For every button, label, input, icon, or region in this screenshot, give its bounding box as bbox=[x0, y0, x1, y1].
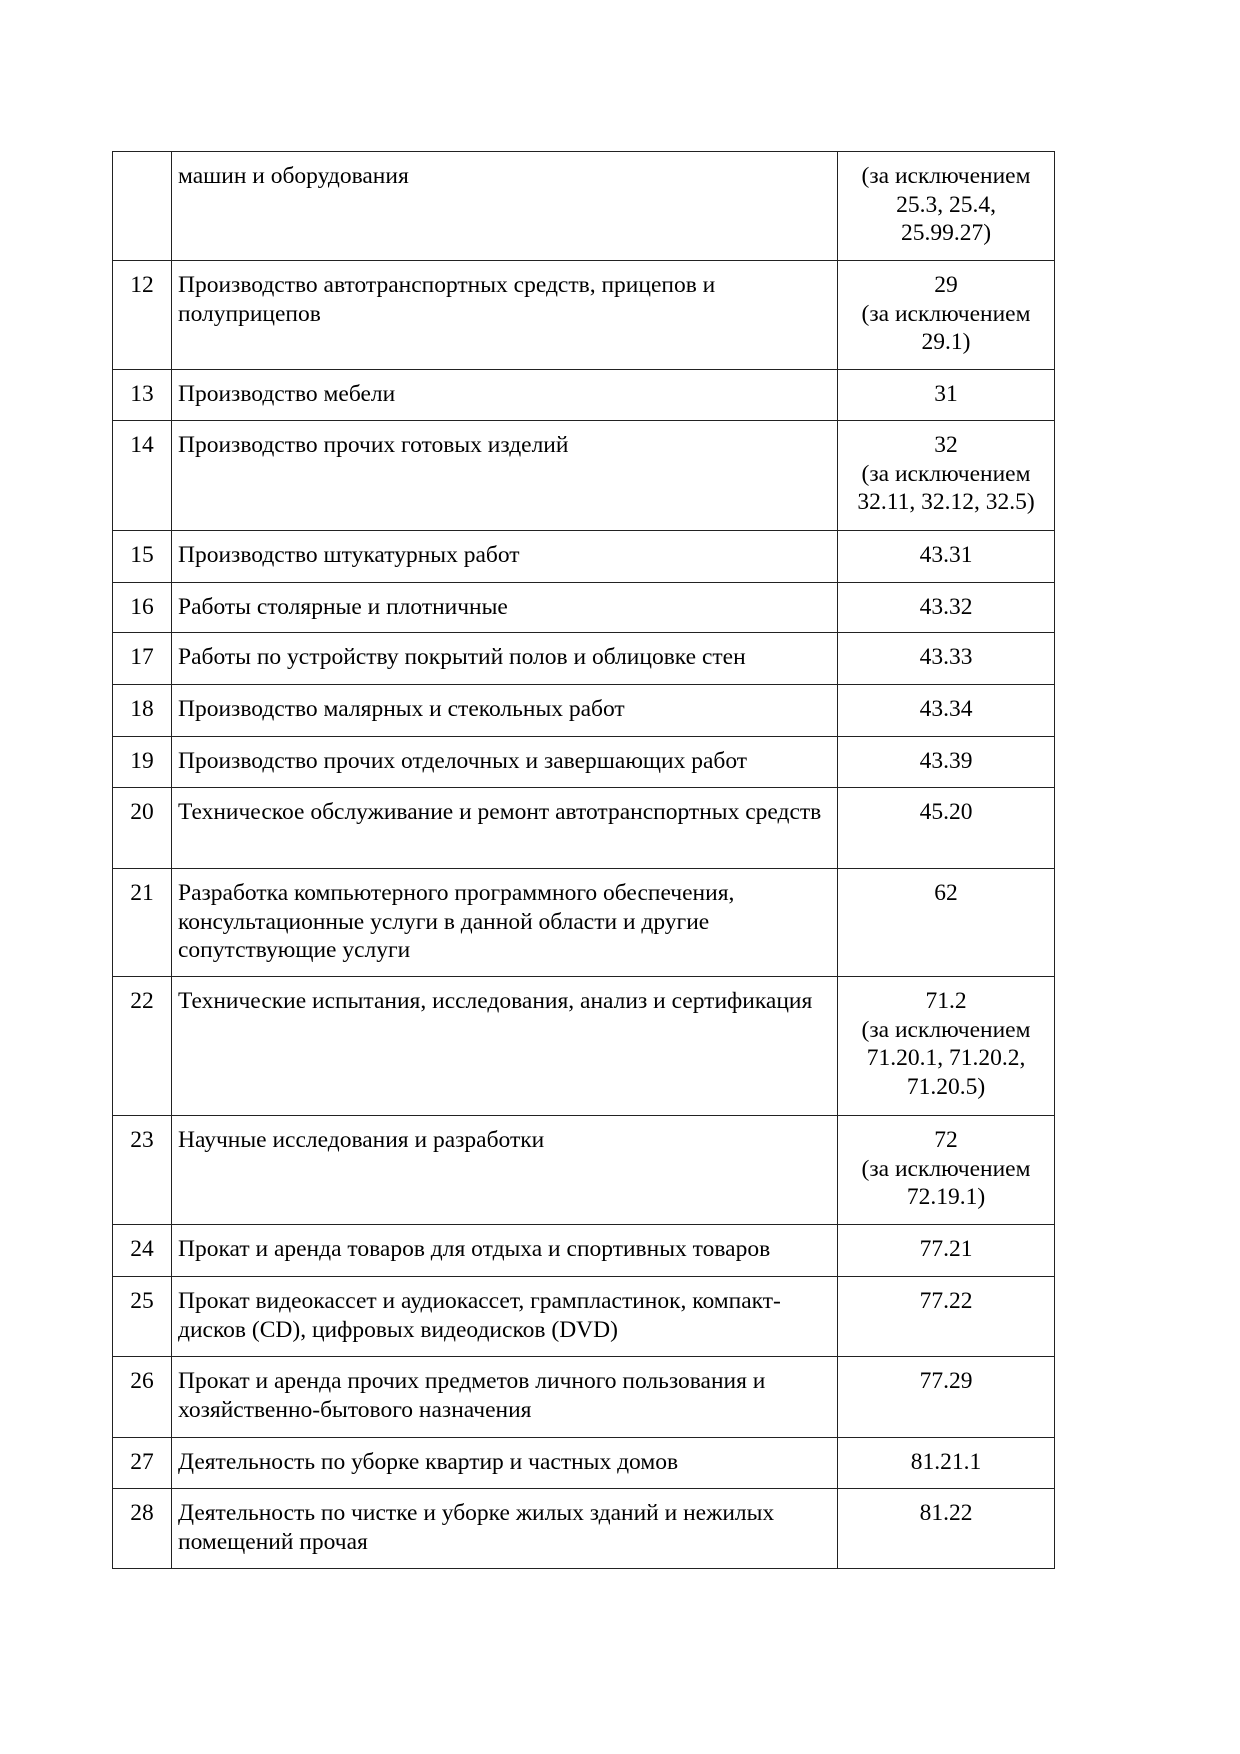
activity-name-text: Разработка компьютерного программного обеспечения, консультационные услуги в данной области и другие сопутствующие услуги bbox=[178, 880, 735, 963]
activity-name-text: Производство штукатурных работ bbox=[178, 542, 520, 568]
table-row bbox=[113, 152, 1055, 261]
activity-name bbox=[172, 685, 838, 737]
row-number-text: 18 bbox=[130, 696, 154, 722]
activity-name bbox=[172, 1489, 838, 1569]
okved-code bbox=[838, 1489, 1055, 1569]
okved-code-text: 32 (за исключением 32.11, 32.12, 32.5) bbox=[857, 432, 1035, 515]
activity-name-text: машин и оборудования bbox=[178, 163, 409, 189]
activity-name-text: Прокат и аренда товаров для отдыха и спортивных товаров bbox=[178, 1236, 771, 1262]
okved-code bbox=[838, 737, 1055, 788]
table-row bbox=[113, 788, 1055, 869]
row-number bbox=[113, 788, 172, 869]
activity-name bbox=[172, 633, 838, 685]
activity-name bbox=[172, 1225, 838, 1277]
activity-name-text: Производство прочих отделочных и завершающих работ bbox=[178, 748, 748, 774]
okved-code bbox=[838, 977, 1055, 1116]
row-number bbox=[113, 1225, 172, 1277]
activity-name-text: Техническое обслуживание и ремонт автотранспортных средств bbox=[178, 799, 822, 825]
row-number-text: 26 bbox=[130, 1368, 154, 1394]
activity-name bbox=[172, 583, 838, 633]
okved-code-text: 45.20 bbox=[919, 799, 973, 825]
okved-code bbox=[838, 788, 1055, 869]
row-number bbox=[113, 1357, 172, 1438]
activity-name bbox=[172, 1357, 838, 1438]
okved-code-text: 77.21 bbox=[919, 1236, 973, 1262]
activity-name bbox=[172, 261, 838, 370]
row-number-text: 15 bbox=[130, 542, 154, 568]
row-number bbox=[113, 421, 172, 531]
okved-code bbox=[838, 583, 1055, 633]
table-row bbox=[113, 633, 1055, 685]
okved-code bbox=[838, 869, 1055, 977]
row-number bbox=[113, 583, 172, 633]
table-row bbox=[113, 1489, 1055, 1569]
table-row bbox=[113, 261, 1055, 370]
table-row bbox=[113, 531, 1055, 583]
table-row bbox=[113, 1225, 1055, 1277]
table-row bbox=[113, 583, 1055, 633]
row-number bbox=[113, 869, 172, 977]
row-number-text: 17 bbox=[130, 644, 154, 670]
row-number bbox=[113, 261, 172, 370]
okved-code bbox=[838, 1357, 1055, 1438]
activity-name bbox=[172, 1277, 838, 1357]
okved-code bbox=[838, 1277, 1055, 1357]
activity-name-text: Производство автотранспортных средств, прицепов и полуприцепов bbox=[178, 272, 716, 327]
table-row bbox=[113, 737, 1055, 788]
okved-code bbox=[838, 633, 1055, 685]
activity-name bbox=[172, 737, 838, 788]
table-row bbox=[113, 1116, 1055, 1225]
activity-name bbox=[172, 788, 838, 869]
okved-code bbox=[838, 685, 1055, 737]
row-number-text: 13 bbox=[130, 381, 154, 407]
okved-code-text: 77.22 bbox=[919, 1288, 973, 1314]
row-number bbox=[113, 1277, 172, 1357]
row-number bbox=[113, 370, 172, 421]
activity-name-text: Работы по устройству покрытий полов и облицовке стен bbox=[178, 644, 746, 670]
row-number bbox=[113, 1489, 172, 1569]
activity-name-text: Прокат видеокассет и аудиокассет, грампластинок, компакт-дисков (CD), цифровых видеодисков (DVD) bbox=[178, 1288, 781, 1343]
okved-code-text: 29 (за исключением 29.1) bbox=[861, 272, 1031, 355]
activity-name-text: Научные исследования и разработки bbox=[178, 1127, 545, 1153]
row-number bbox=[113, 1116, 172, 1225]
table-row bbox=[113, 1277, 1055, 1357]
table-row bbox=[113, 977, 1055, 1116]
activity-name-text: Производство прочих готовых изделий bbox=[178, 432, 569, 458]
okved-code bbox=[838, 1438, 1055, 1489]
okved-code-text: 43.31 bbox=[919, 542, 973, 568]
okved-code bbox=[838, 370, 1055, 421]
row-number-text: 27 bbox=[130, 1449, 154, 1475]
activity-name bbox=[172, 421, 838, 531]
row-number bbox=[113, 531, 172, 583]
row-number-text: 25 bbox=[130, 1288, 154, 1314]
row-number-text: 24 bbox=[130, 1236, 154, 1262]
row-number-text: 19 bbox=[130, 748, 154, 774]
row-number-text: 14 bbox=[130, 432, 154, 458]
row-number-text: 20 bbox=[130, 799, 154, 825]
okved-code bbox=[838, 1225, 1055, 1277]
okved-code bbox=[838, 1116, 1055, 1225]
okved-code-text: (за исключением 25.3, 25.4, 25.99.27) bbox=[861, 163, 1031, 246]
okved-code bbox=[838, 531, 1055, 583]
row-number bbox=[113, 1438, 172, 1489]
activity-name bbox=[172, 1116, 838, 1225]
activity-codes-table bbox=[112, 151, 1055, 1569]
okved-code bbox=[838, 152, 1055, 261]
table-row bbox=[113, 421, 1055, 531]
row-number bbox=[113, 685, 172, 737]
activity-name-text: Деятельность по чистке и уборке жилых зданий и нежилых помещений прочая bbox=[178, 1500, 775, 1555]
okved-code-text: 71.2 (за исключением 71.20.1, 71.20.2, 71.20.5) bbox=[861, 988, 1031, 1100]
okved-code-text: 81.22 bbox=[919, 1500, 973, 1526]
activity-name bbox=[172, 1438, 838, 1489]
okved-code-text: 43.39 bbox=[919, 748, 973, 774]
row-number bbox=[113, 152, 172, 261]
okved-code bbox=[838, 261, 1055, 370]
activity-name bbox=[172, 370, 838, 421]
activity-name bbox=[172, 152, 838, 261]
row-number bbox=[113, 633, 172, 685]
activity-name-text: Производство малярных и стекольных работ bbox=[178, 696, 625, 722]
row-number-text: 22 bbox=[130, 988, 154, 1014]
okved-code bbox=[838, 421, 1055, 531]
activity-name-text: Деятельность по уборке квартир и частных домов bbox=[178, 1449, 679, 1475]
okved-code-text: 62 bbox=[934, 880, 958, 906]
row-number-text: 23 bbox=[130, 1127, 154, 1153]
row-number-text: 28 bbox=[130, 1500, 154, 1526]
activity-name-text: Прокат и аренда прочих предметов личного пользования и хозяйственно-бытового назначения bbox=[178, 1368, 766, 1423]
activity-name bbox=[172, 869, 838, 977]
okved-code-text: 43.34 bbox=[919, 696, 973, 722]
okved-code-text: 72 (за исключением 72.19.1) bbox=[861, 1127, 1031, 1210]
row-number-text: 12 bbox=[130, 272, 154, 298]
table-row bbox=[113, 869, 1055, 977]
row-number bbox=[113, 977, 172, 1116]
okved-code-text: 43.33 bbox=[919, 644, 973, 670]
table-row bbox=[113, 685, 1055, 737]
table-row bbox=[113, 1438, 1055, 1489]
row-number bbox=[113, 737, 172, 788]
row-number-text: 16 bbox=[130, 594, 154, 620]
activity-name bbox=[172, 977, 838, 1116]
table-row bbox=[113, 1357, 1055, 1438]
row-number-text: 21 bbox=[130, 880, 154, 906]
activity-name-text: Производство мебели bbox=[178, 381, 396, 407]
activity-name-text: Работы столярные и плотничные bbox=[178, 594, 508, 620]
activity-name-text: Технические испытания, исследования, анализ и сертификация bbox=[178, 988, 813, 1014]
table-row bbox=[113, 370, 1055, 421]
okved-code-text: 77.29 bbox=[919, 1368, 973, 1394]
okved-code-text: 81.21.1 bbox=[910, 1449, 982, 1475]
activity-name bbox=[172, 531, 838, 583]
okved-code-text: 43.32 bbox=[919, 594, 973, 620]
okved-code-text: 31 bbox=[934, 381, 958, 407]
